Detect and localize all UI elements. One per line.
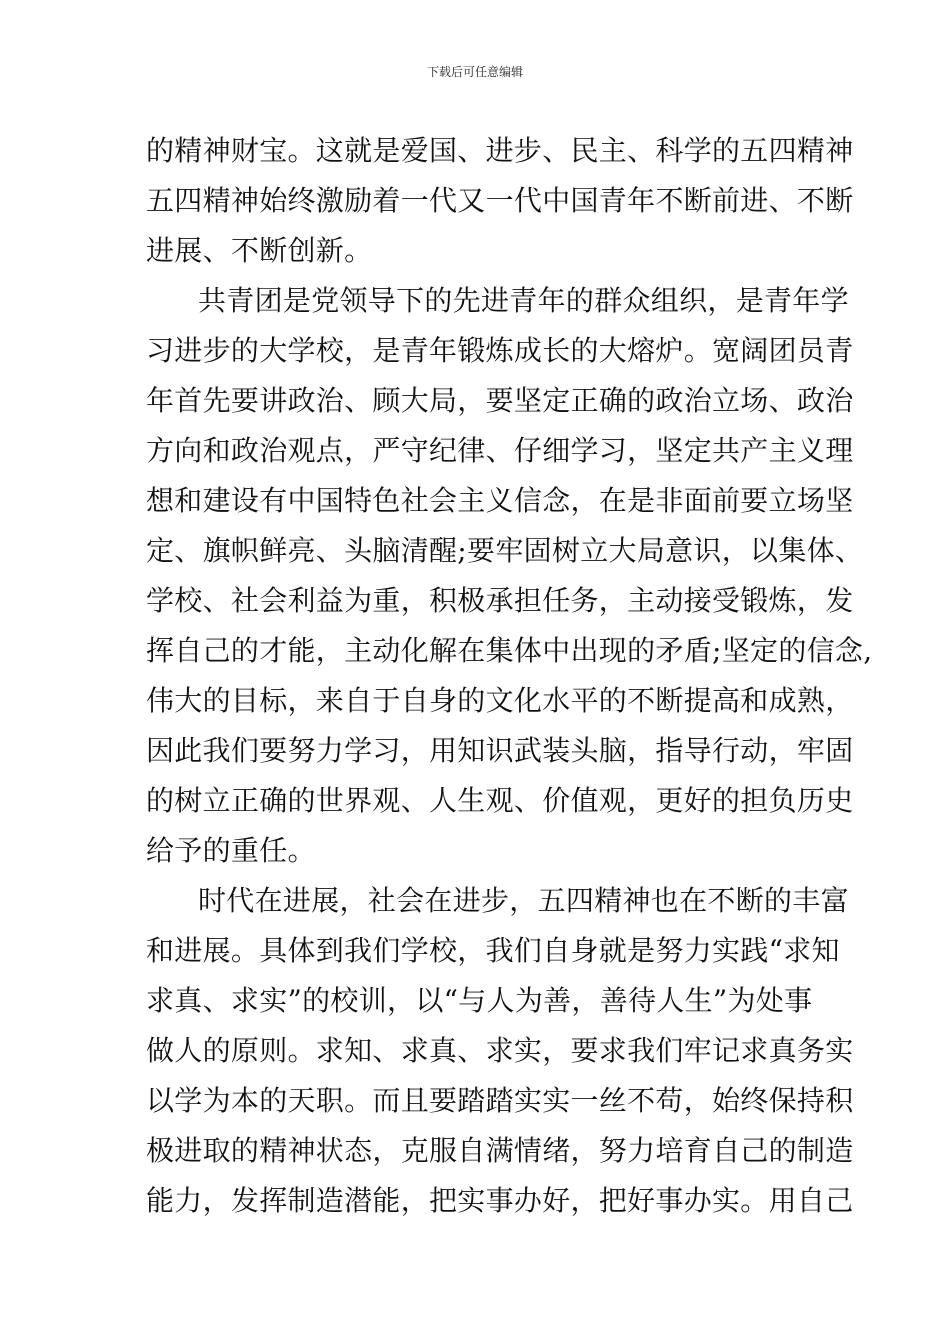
text-line: 进展、不断创新。 (146, 234, 373, 267)
text-line: 给予的重任。 (146, 834, 316, 867)
text-line: 求真、求实”的校训，以“与人为善，善待人生”为处事 (146, 984, 813, 1017)
text-line: 做人的原则。求知、求真、求实，要求我们牢记求真务实 (146, 1034, 854, 1067)
text-line: 能力，发挥制造潜能，把实事办好，把好事办实。用自己 (146, 1184, 854, 1217)
text-line: 的树立正确的世界观、人生观、价值观，更好的担负历史 (146, 784, 854, 817)
paragraph-3 (146, 876, 854, 1226)
paragraph-2 (146, 276, 873, 876)
text-line: 因此我们要努力学习，用知识武装头脑，指导行动，牢固 (146, 734, 854, 767)
text-line: 时代在进展，社会在进步，五四精神也在不断的丰富 (198, 884, 849, 917)
text-line: 定、旗帜鲜亮、头脑清醒;要牢固树立大局意识，以集体、 (146, 534, 864, 567)
page-header: 下载后可任意编辑 (426, 65, 523, 79)
text-line: 和进展。具体到我们学校，我们自身就是努力实践“求知 (146, 934, 840, 967)
text-line: 方向和政治观点，严守纪律、仔细学习，坚定共产主义理 (146, 434, 854, 467)
text-line: 挥自己的才能，主动化解在集体中出现的矛盾;坚定的信念, (146, 634, 873, 667)
text-line: 以学为本的天职。而且要踏踏实实一丝不苟，始终保持积 (146, 1084, 854, 1117)
text-line: 学校、社会利益为重，积极承担任务，主动接受锻炼，发 (146, 584, 854, 617)
text-line: 的精神财宝。这就是爱国、进步、民主、科学的五四精神 (146, 134, 854, 167)
text-line: 共青团是党领导下的先进青年的群众组织，是青年学 (198, 284, 849, 317)
text-line: 想和建设有中国特色社会主义信念，在是非面前要立场坚 (146, 484, 854, 517)
text-line: 年首先要讲政治、顾大局，要坚定正确的政治立场、政治 (146, 384, 854, 417)
text-line: 五四精神始终激励着一代又一代中国青年不断前进、不断 (146, 184, 854, 217)
text-line: 极进取的精神状态，克服自满情绪，努力培育自己的制造 (146, 1134, 854, 1167)
paragraph-1 (146, 126, 854, 276)
document-body (146, 126, 873, 1226)
text-line: 习进步的大学校，是青年锻炼成长的大熔炉。宽阔团员青 (146, 334, 854, 367)
text-line: 伟大的目标，来自于自身的文化水平的不断提高和成熟， (146, 684, 854, 717)
